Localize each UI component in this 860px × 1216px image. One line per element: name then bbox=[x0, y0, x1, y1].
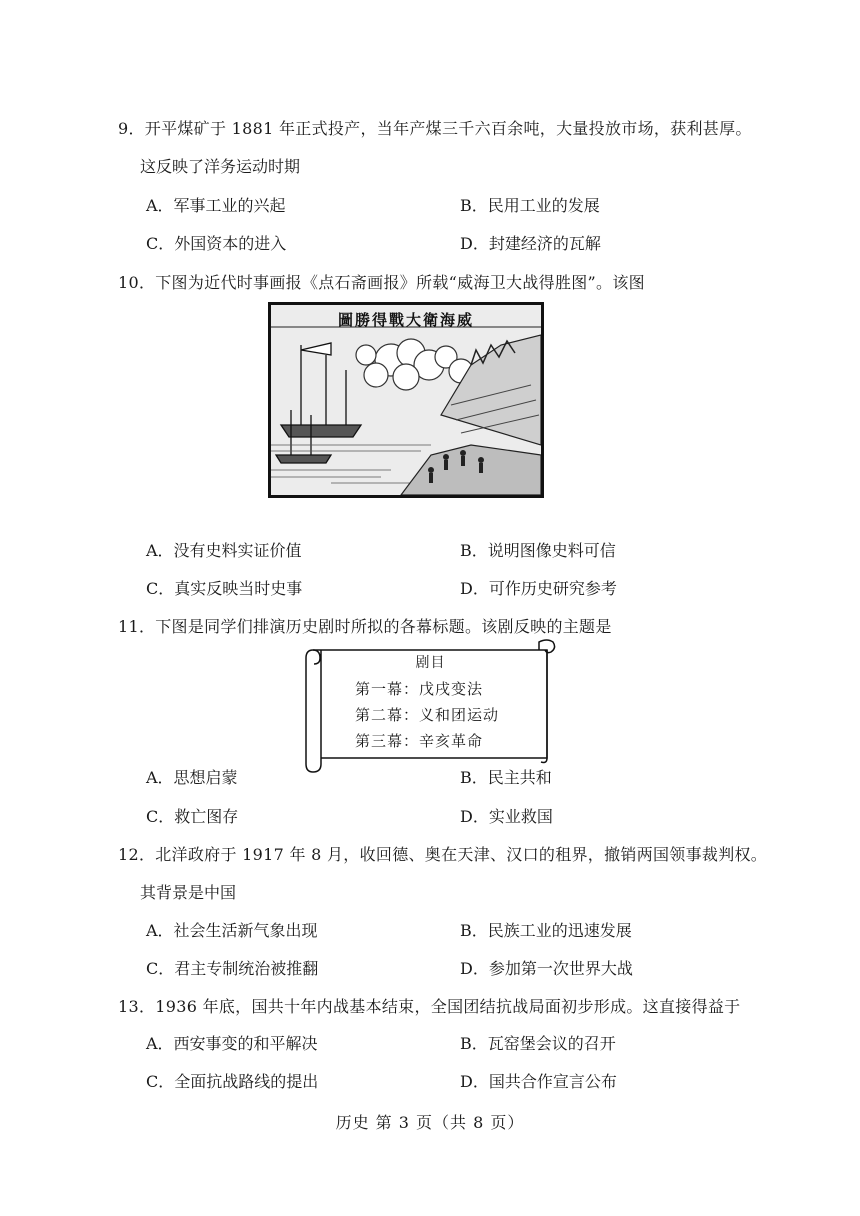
weihaiwei-battle-illustration bbox=[268, 302, 544, 498]
act-one: 第一幕：戊戌变法 bbox=[355, 680, 484, 698]
q11-option-a: A．思想启蒙 bbox=[146, 768, 238, 787]
illustration-title: 圖勝得戰大衛海威 bbox=[337, 311, 474, 329]
q13-option-d: D．国共合作宣言公布 bbox=[460, 1072, 617, 1091]
q9-option-b: B．民用工业的发展 bbox=[460, 196, 600, 215]
q13-option-b: B．瓦窑堡会议的召开 bbox=[460, 1034, 616, 1053]
q10-option-c: C．真实反映当时史事 bbox=[146, 579, 303, 598]
q9-stem: 9．开平煤矿于 1881 年正式投产，当年产煤三千六百余吨，大量投放市场，获利甚厚。 bbox=[118, 119, 752, 138]
act-two: 第二幕：义和团运动 bbox=[355, 706, 500, 724]
q12-option-d: D．参加第一次世界大战 bbox=[460, 959, 633, 978]
q9-option-a: A．军事工业的兴起 bbox=[146, 196, 286, 215]
q12-option-c: C．君主专制统治被推翻 bbox=[146, 959, 319, 978]
play-program-scroll bbox=[303, 638, 558, 774]
q13-stem: 13．1936 年底，国共十年内战基本结束，全国团结抗战局面初步形成。这直接得益于 bbox=[118, 997, 741, 1016]
battle-scene-drawing bbox=[271, 305, 541, 495]
q13-option-a: A．西安事变的和平解决 bbox=[146, 1034, 318, 1053]
q9-stem-continued: 这反映了洋务运动时期 bbox=[140, 157, 301, 176]
q9-option-d: D．封建经济的瓦解 bbox=[460, 234, 601, 253]
q11-option-d: D．实业救国 bbox=[460, 807, 553, 826]
q10-stem: 10．下图为近代时事画报《点石斋画报》所载“威海卫大战得胜图”。该图 bbox=[118, 273, 645, 292]
q9-option-c: C．外国资本的进入 bbox=[146, 234, 287, 253]
act-three: 第三幕：辛亥革命 bbox=[355, 732, 484, 750]
page-footer: 历史 第 3 页（共 8 页） bbox=[335, 1113, 525, 1132]
q13-option-c: C．全面抗战路线的提出 bbox=[146, 1072, 319, 1091]
q12-option-b: B．民族工业的迅速发展 bbox=[460, 921, 632, 940]
q10-option-a: A．没有史料实证价值 bbox=[146, 541, 302, 560]
q11-option-c: C．救亡图存 bbox=[146, 807, 239, 826]
q12-stem-continued: 其背景是中国 bbox=[140, 883, 237, 902]
q11-stem: 11．下图是同学们排演历史剧时所拟的各幕标题。该剧反映的主题是 bbox=[118, 617, 612, 636]
q10-option-b: B．说明图像史料可信 bbox=[460, 541, 616, 560]
q10-option-d: D．可作历史研究参考 bbox=[460, 579, 617, 598]
q12-stem: 12．北洋政府于 1917 年 8 月，收回德、奥在天津、汉口的租界，撤销两国领事裁判权。 bbox=[118, 845, 768, 864]
q12-option-a: A．社会生活新气象出现 bbox=[146, 921, 318, 940]
program-title: 剧目 bbox=[415, 655, 446, 671]
q11-option-b: B．民主共和 bbox=[460, 768, 552, 787]
